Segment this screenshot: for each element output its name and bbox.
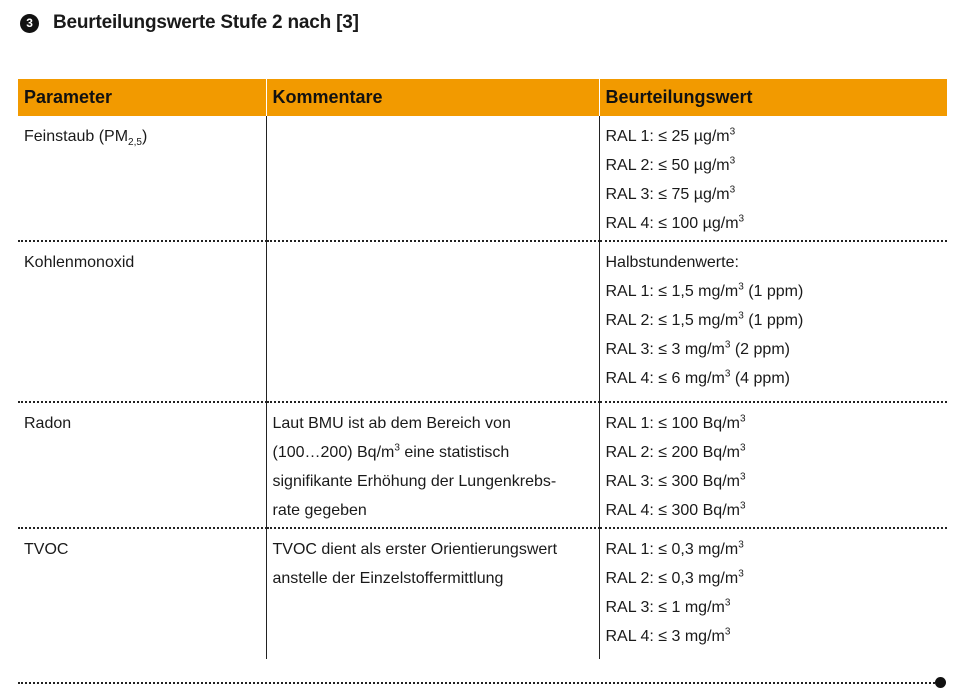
comment-cell — [266, 402, 599, 528]
value-line-text: RAL 4: ≤ 100 µg/m — [605, 215, 739, 232]
value-line-text: RAL 3: ≤ 1 mg/m — [605, 599, 725, 616]
table-row — [18, 402, 947, 528]
value-line — [606, 277, 942, 306]
value-line-text: Halbstundenwerte: — [605, 254, 739, 271]
comment-cell — [266, 241, 599, 402]
value-line-text: RAL 3: ≤ 75 µg/m — [605, 186, 730, 203]
value-line — [606, 438, 942, 467]
parameter-suffix: ) — [141, 128, 148, 145]
section-number-badge: 3 — [20, 14, 39, 33]
comment-line — [273, 438, 593, 467]
section-heading — [20, 10, 359, 36]
unit-superscript: 3 — [739, 413, 746, 425]
comment-line-suffix: eine statistisch — [399, 444, 510, 461]
value-line-suffix: (1 ppm) — [743, 283, 804, 300]
value-line-suffix: (4 ppm) — [730, 370, 790, 387]
unit-superscript: 3 — [724, 368, 731, 380]
value-line-text: RAL 1: ≤ 25 µg/m — [605, 128, 730, 145]
comment-cell — [266, 116, 599, 241]
assessment-value-cell — [599, 402, 947, 528]
comment-line-text: (100…200) Bq/m — [272, 444, 395, 461]
comment-line — [273, 535, 593, 564]
unit-superscript: 3 — [739, 471, 746, 483]
parameter-cell — [18, 402, 266, 528]
parameter-name: Radon — [24, 415, 72, 432]
comment-line-text: TVOC dient als erster Orientierungswert — [272, 541, 558, 558]
end-marker-dot — [935, 677, 946, 688]
value-line-text: RAL 1: ≤ 0,3 mg/m — [605, 541, 739, 558]
comment-line — [273, 467, 593, 496]
value-line-text: RAL 4: ≤ 300 Bq/m — [605, 502, 740, 519]
value-line — [606, 467, 942, 496]
unit-superscript: 3 — [729, 184, 736, 196]
value-line — [606, 180, 942, 209]
value-line-text: RAL 1: ≤ 100 Bq/m — [605, 415, 740, 432]
table-header — [18, 79, 947, 116]
parameter-name: Feinstaub (PM — [24, 128, 129, 145]
comment-cell — [266, 528, 599, 659]
unit-superscript: 3 — [738, 281, 744, 293]
comment-line-text: Laut BMU ist ab dem Bereich von — [272, 415, 511, 432]
value-line — [606, 535, 942, 564]
value-line-text: RAL 3: ≤ 3 mg/m — [605, 341, 725, 358]
value-line — [606, 151, 942, 180]
value-line — [606, 564, 942, 593]
value-line — [606, 364, 942, 393]
value-line — [606, 409, 942, 438]
unit-superscript: 3 — [738, 213, 745, 225]
value-line-text: RAL 4: ≤ 6 mg/m — [605, 370, 725, 387]
parameter-subscript: 2,5 — [128, 137, 142, 149]
parameter-cell — [18, 241, 266, 402]
assessment-values-table — [18, 79, 947, 659]
assessment-value-cell — [599, 528, 947, 659]
value-line-text: RAL 2: ≤ 0,3 mg/m — [605, 570, 739, 587]
parameter-cell — [18, 528, 266, 659]
value-line-suffix: (2 ppm) — [730, 341, 790, 358]
unit-superscript: 3 — [394, 442, 400, 454]
value-line-text: RAL 1: ≤ 1,5 mg/m — [605, 283, 739, 300]
value-line-text: RAL 3: ≤ 300 Bq/m — [605, 473, 740, 490]
unit-superscript: 3 — [724, 626, 731, 638]
unit-superscript: 3 — [738, 310, 744, 322]
value-line — [606, 335, 942, 364]
section-title: Beurteilungswerte Stufe 2 nach [3] — [53, 12, 359, 33]
value-line — [606, 306, 942, 335]
assessment-value-cell — [599, 241, 947, 402]
value-line-suffix: (1 ppm) — [743, 312, 804, 329]
value-line-text: RAL 2: ≤ 50 µg/m — [605, 157, 730, 174]
value-line-text: RAL 2: ≤ 1,5 mg/m — [605, 312, 739, 329]
unit-superscript: 3 — [724, 597, 731, 609]
unit-superscript: 3 — [729, 126, 736, 138]
comment-line-text: anstelle der Einzelstoffermittlung — [272, 570, 504, 587]
parameter-name: Kohlenmonoxid — [24, 254, 135, 271]
value-line — [606, 622, 942, 651]
parameter-name: TVOC — [24, 541, 69, 558]
comment-line — [273, 564, 593, 593]
unit-superscript: 3 — [739, 500, 746, 512]
value-line — [606, 496, 942, 525]
comment-line — [273, 496, 593, 525]
comment-line — [273, 409, 593, 438]
assessment-value-cell — [599, 116, 947, 241]
unit-superscript: 3 — [729, 155, 736, 167]
column-header-comments: Kommentare — [266, 79, 599, 116]
column-header-parameter: Parameter — [18, 79, 266, 116]
value-line — [606, 122, 942, 151]
value-line — [606, 248, 942, 277]
comment-line-text: signifikante Erhöhung der Lungenkrebs- — [272, 473, 557, 490]
unit-superscript: 3 — [738, 568, 744, 580]
unit-superscript: 3 — [724, 339, 731, 351]
value-line-text: RAL 4: ≤ 3 mg/m — [605, 628, 725, 645]
table-row — [18, 241, 947, 402]
bottom-dotted-rule — [18, 682, 938, 684]
comment-line-text: rate gegeben — [272, 502, 367, 519]
value-line — [606, 209, 942, 238]
table-row — [18, 116, 947, 241]
column-header-assessment-value: Beurteilungswert — [599, 79, 947, 116]
unit-superscript: 3 — [739, 442, 746, 454]
parameter-cell — [18, 116, 266, 241]
table-row — [18, 528, 947, 659]
value-line-text: RAL 2: ≤ 200 Bq/m — [605, 444, 740, 461]
unit-superscript: 3 — [738, 539, 744, 551]
value-line — [606, 593, 942, 622]
